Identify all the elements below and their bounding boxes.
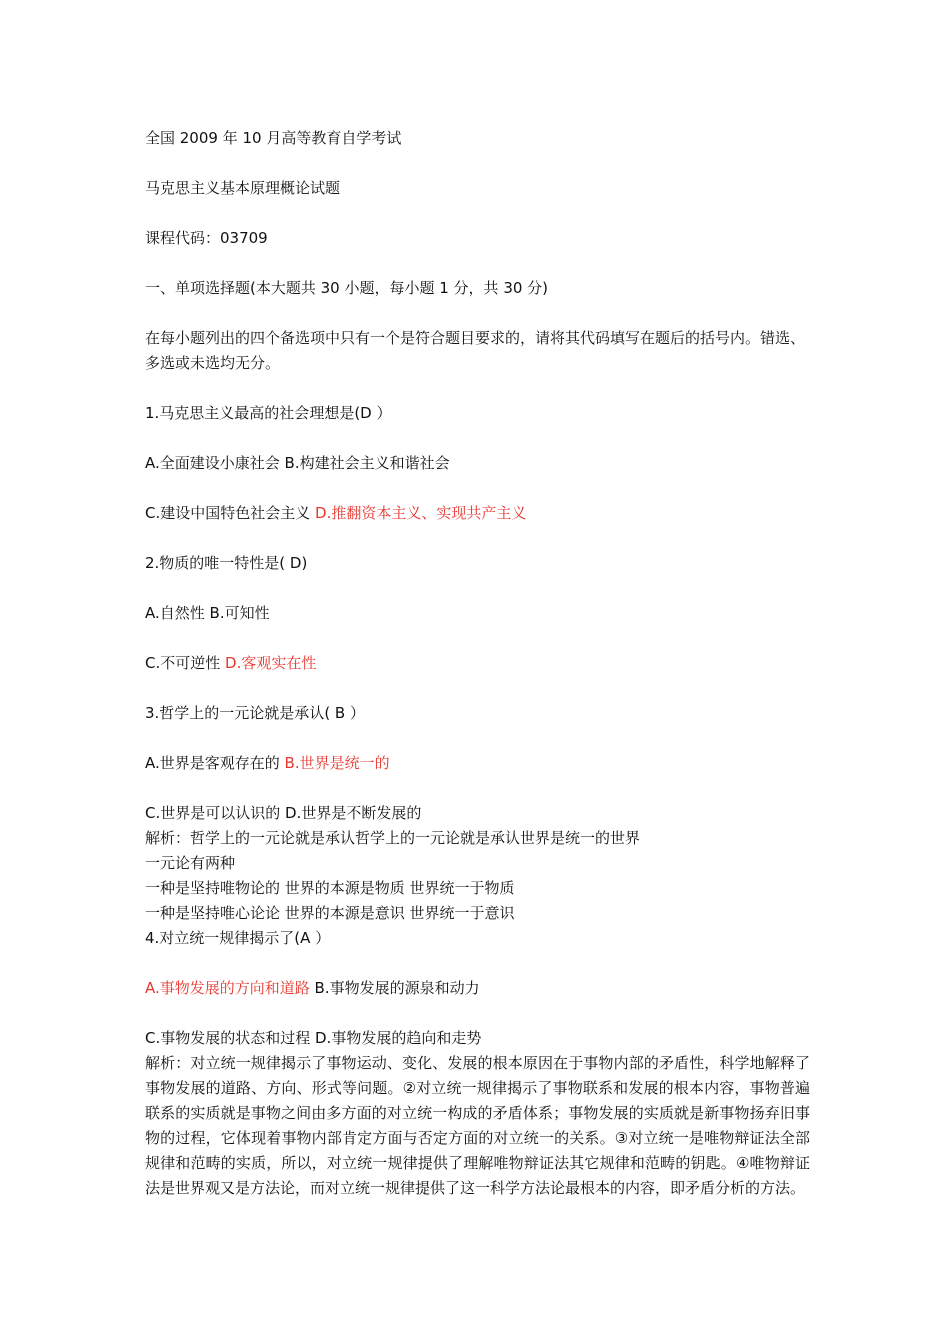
subject-title: 马克思主义基本原理概论试题	[145, 179, 341, 197]
q2-option-c: C.不可逆性	[145, 654, 226, 672]
exam-title: 全国 2009 年 10 月高等教育自学考试	[145, 129, 402, 147]
q3-option-a: A.世界是客观存在的	[145, 754, 285, 772]
q3-analysis-1: 解析：哲学上的一元论就是承认哲学上的一元论就是承认世界是统一的世界	[145, 829, 641, 847]
q4-options-cd: C.事物发展的状态和过程 D.事物发展的趋向和走势	[145, 1029, 482, 1047]
q3-answer-b: B.世界是统一的	[284, 754, 390, 772]
q3-analysis-2: 一元论有两种	[145, 854, 236, 872]
q1-options-ab: A.全面建设小康社会 B.构建社会主义和谐社会	[145, 454, 450, 472]
q2-options-ab: A.自然性 B.可知性	[145, 604, 270, 622]
q4-options-ab	[145, 976, 810, 1001]
q1-options-cd	[145, 501, 810, 526]
q3-options-cd: C.世界是可以认识的 D.世界是不断发展的	[145, 804, 422, 822]
q3-analysis-4: 一种是坚持唯心论论 世界的本源是意识 世界统一于意识	[145, 904, 515, 922]
q3-options-ab	[145, 751, 810, 776]
q2-stem: 2.物质的唯一特性是( D)	[145, 554, 308, 572]
course-code: 课程代码：03709	[145, 229, 268, 247]
q1-option-c: C.建设中国特色社会主义	[145, 504, 316, 522]
q2-answer-d: D.客观实在性	[225, 654, 317, 672]
q4-option-b: B.事物发展的源泉和动力	[309, 979, 480, 997]
q4-stem: 4.对立统一规律揭示了(A ）	[145, 929, 331, 947]
q4-analysis: 解析：对立统一规律揭示了事物运动、变化、发展的根本原因在于事物内部的矛盾性，科学地解释了事物发展的道路、方向、形式等问题。②对立统一规律揭示了事物联系和发展的根本内容，事物普遍联系的实质就是事物之间由多方面的对立统一构成的矛盾体系；事物发展的实质就是新事物扬弃旧事物的过程，它体现着事物内部肯定方面与否定方面的对立统一的关系。③对立统一是唯物辩证法全部规律和范畴的实质，所以，对立统一规律提供了理解唯物辩证法其它规律和范畴的钥匙。④唯物辩证法是世界观又是方法论，而对立统一规律提供了这一科学方法论最根本的内容，即矛盾分析的方法。	[145, 1054, 810, 1197]
section-title: 一、单项选择题(本大题共 30 小题，每小题 1 分，共 30 分)	[145, 279, 549, 297]
q1-answer-d: D.推翻资本主义、实现共产主义	[315, 504, 527, 522]
q2-options-cd	[145, 651, 810, 676]
q1-stem: 1.马克思主义最高的社会理想是(D ）	[145, 404, 392, 422]
q4-answer-a: A.事物发展的方向和道路	[145, 979, 310, 997]
section-instruction: 在每小题列出的四个备选项中只有一个是符合题目要求的，请将其代码填写在题后的括号内。错选、多选或未选均无分。	[145, 329, 806, 372]
q3-analysis-3: 一种是坚持唯物论的 世界的本源是物质 世界统一于物质	[145, 879, 515, 897]
q3-stem: 3.哲学上的一元论就是承认( B ）	[145, 704, 365, 722]
document-page	[145, 126, 810, 1201]
